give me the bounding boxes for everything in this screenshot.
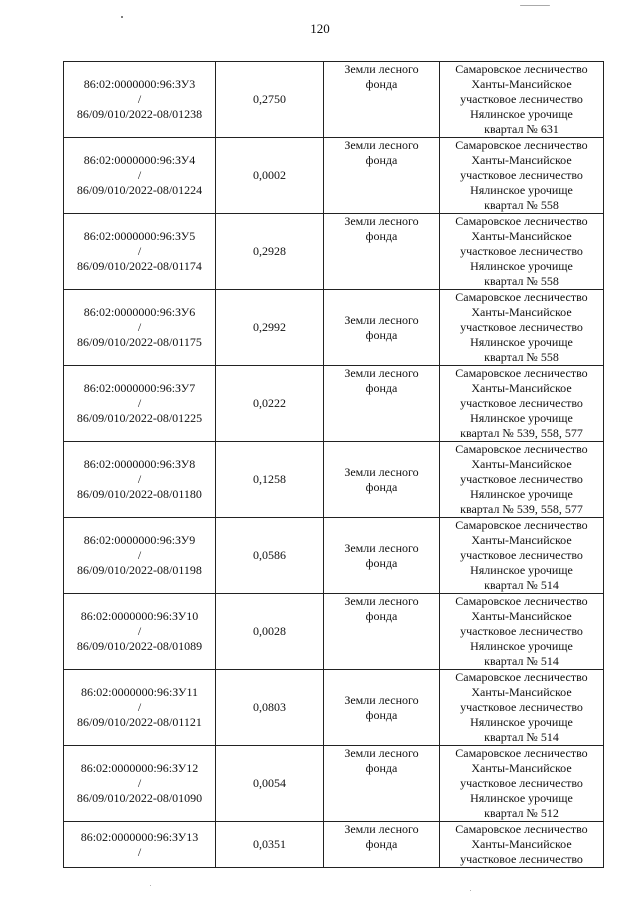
land-category-line: Земли лесного xyxy=(344,312,419,327)
location-line: Ханты-Мансийское xyxy=(471,229,572,243)
table-row xyxy=(64,594,604,670)
area-value: 0,1258 xyxy=(253,472,286,486)
location-line: квартал № 514 xyxy=(484,730,559,744)
land-category-line: фонда xyxy=(365,229,398,243)
land-category-line: Земли лесного xyxy=(344,594,419,608)
location-cell xyxy=(440,138,604,214)
land-category-line: фонда xyxy=(365,707,398,722)
location-line: Нялинское урочище xyxy=(470,259,573,273)
location-cell xyxy=(440,290,604,366)
cadastral-number-line: / xyxy=(137,844,142,859)
location-cell xyxy=(440,518,604,594)
page-number: 120 xyxy=(310,21,330,36)
area-cell xyxy=(216,594,324,670)
location-line: Самаровское лесничество xyxy=(455,594,588,608)
land-category-line: фонда xyxy=(365,327,398,342)
location-line: Нялинское урочище xyxy=(470,411,573,425)
cadastral-number-line: / xyxy=(137,168,142,182)
cadastral-number-line: / xyxy=(137,700,142,714)
cadastral-number-line: 86/09/010/2022-08/01180 xyxy=(77,487,202,501)
cadastral-number-line: 86:02:0000000:96:ЗУ4 xyxy=(83,153,196,167)
cadastral-number-line: 86:02:0000000:96:ЗУ11 xyxy=(80,685,199,699)
land-category-line: Земли лесного xyxy=(344,62,419,76)
scan-speck xyxy=(121,16,123,18)
location-line: Ханты-Мансийское xyxy=(471,837,572,851)
cadastral-number-line: 86/09/010/2022-08/01175 xyxy=(77,335,202,349)
location-line: Нялинское урочище xyxy=(470,563,573,577)
cadastral-number-line: / xyxy=(137,472,142,486)
table-row xyxy=(64,290,604,366)
location-cell xyxy=(440,62,604,138)
location-cell xyxy=(440,214,604,290)
land-category-line: Земли лесного xyxy=(344,138,419,152)
location-line: Самаровское лесничество xyxy=(455,138,588,152)
area-value: 0,0028 xyxy=(253,624,286,638)
location-line: участковое лесничество xyxy=(460,776,583,790)
location-line: Ханты-Мансийское xyxy=(471,153,572,167)
cadastral-number-cell xyxy=(64,594,216,670)
location-line: квартал № 512 xyxy=(484,806,559,820)
land-category-cell xyxy=(324,670,440,746)
location-line: Ханты-Мансийское xyxy=(471,761,572,775)
cadastral-number-cell xyxy=(64,62,216,138)
cadastral-number-cell xyxy=(64,366,216,442)
cadastral-number-line: 86/09/010/2022-08/01224 xyxy=(76,183,203,197)
location-line: Самаровское лесничество xyxy=(455,442,588,456)
location-cell xyxy=(440,366,604,442)
location-cell xyxy=(440,746,604,822)
location-line: квартал № 631 xyxy=(484,122,559,136)
location-line: Самаровское лесничество xyxy=(455,670,588,684)
location-line: участковое лесничество xyxy=(460,700,583,714)
table-row xyxy=(64,746,604,822)
location-cell xyxy=(440,594,604,670)
cadastral-number-line: 86:02:0000000:96:ЗУ5 xyxy=(83,229,196,243)
area-cell xyxy=(216,746,324,822)
location-line: Нялинское урочище xyxy=(470,715,573,729)
location-line: квартал № 558 xyxy=(484,274,559,288)
location-cell xyxy=(440,670,604,746)
land-category-line: фонда xyxy=(365,555,398,570)
location-cell xyxy=(440,442,604,518)
land-category-cell xyxy=(324,822,440,868)
land-category-cell xyxy=(324,62,440,138)
cadastral-number-line: 86:02:0000000:96:ЗУ9 xyxy=(83,533,196,547)
location-line: Ханты-Мансийское xyxy=(471,685,572,699)
cadastral-number-cell xyxy=(64,518,216,594)
cadastral-number-line: 86:02:0000000:96:ЗУ8 xyxy=(83,457,196,471)
cadastral-number-line: / xyxy=(137,92,142,106)
location-line: участковое лесничество xyxy=(460,548,583,562)
location-line: Ханты-Мансийское xyxy=(471,381,572,395)
land-category-cell xyxy=(324,442,440,518)
area-value: 0,2928 xyxy=(253,244,286,258)
location-line: Ханты-Мансийское xyxy=(471,533,572,547)
location-line: участковое лесничество xyxy=(460,320,583,334)
location-line: Нялинское урочище xyxy=(470,107,573,121)
cadastral-number-line: 86/09/010/2022-08/01121 xyxy=(77,715,202,729)
land-category-line: фонда xyxy=(365,77,398,91)
cadastral-number-line: 86/09/010/2022-08/01225 xyxy=(76,411,203,425)
cadastral-number-line: 86:02:0000000:96:ЗУ7 xyxy=(83,381,196,395)
land-category-line: фонда xyxy=(365,609,398,623)
table-row xyxy=(64,214,604,290)
location-line: Ханты-Мансийское xyxy=(471,77,572,91)
area-value: 0,0351 xyxy=(253,837,286,851)
cadastral-number-line: 86/09/010/2022-08/01090 xyxy=(76,791,203,805)
cadastral-number-cell xyxy=(64,214,216,290)
land-category-line: Земли лесного xyxy=(344,214,419,228)
location-line: Нялинское урочище xyxy=(470,639,573,653)
location-line: участковое лесничество xyxy=(460,244,583,258)
table-row xyxy=(64,442,604,518)
land-plots-table xyxy=(63,61,604,868)
land-category-cell xyxy=(324,366,440,442)
cadastral-number-cell xyxy=(64,746,216,822)
land-category-cell xyxy=(324,138,440,214)
area-cell xyxy=(216,62,324,138)
land-category-line: Земли лесного xyxy=(344,822,419,836)
area-cell xyxy=(216,822,324,868)
area-cell xyxy=(216,442,324,518)
cadastral-number-cell xyxy=(64,138,216,214)
location-line: Самаровское лесничество xyxy=(455,518,588,532)
location-line: участковое лесничество xyxy=(460,472,583,486)
location-line: участковое лесничество xyxy=(460,624,583,638)
table-row xyxy=(64,62,604,138)
area-value: 0,0803 xyxy=(253,700,286,714)
cadastral-number-cell xyxy=(64,442,216,518)
location-line: Самаровское лесничество xyxy=(455,214,588,228)
location-line: квартал № 558 xyxy=(484,198,559,212)
land-category-line: Земли лесного xyxy=(344,746,419,760)
location-cell xyxy=(440,822,604,868)
cadastral-number-line: / xyxy=(137,320,142,334)
cadastral-number-cell xyxy=(64,670,216,746)
land-category-line: Земли лесного xyxy=(344,464,419,479)
cadastral-number-line: / xyxy=(137,244,142,258)
land-category-line: Земли лесного xyxy=(344,366,419,380)
area-cell xyxy=(216,518,324,594)
location-line: квартал № 558 xyxy=(484,350,559,364)
location-line: Ханты-Мансийское xyxy=(471,609,572,623)
scan-speck xyxy=(520,5,550,6)
location-line: квартал № 514 xyxy=(484,654,559,668)
location-line: Самаровское лесничество xyxy=(455,746,588,760)
location-line: Нялинское урочище xyxy=(470,487,573,501)
location-line: участковое лесничество xyxy=(460,92,583,106)
cadastral-number-line: / xyxy=(137,396,142,410)
table-row xyxy=(64,138,604,214)
location-line: Ханты-Мансийское xyxy=(471,457,572,471)
location-line: участковое лесничество xyxy=(460,852,583,866)
land-category-line: Земли лесного xyxy=(344,540,419,555)
cadastral-number-line: 86:02:0000000:96:ЗУ12 xyxy=(80,761,199,775)
cadastral-number-line: 86:02:0000000:96:ЗУ10 xyxy=(80,609,199,623)
scan-speck xyxy=(470,890,471,891)
location-line: квартал № 539, 558, 577 xyxy=(460,502,583,516)
land-category-line: фонда xyxy=(365,153,398,167)
area-value: 0,0222 xyxy=(253,396,286,410)
table-row xyxy=(64,822,604,868)
location-line: Нялинское урочище xyxy=(470,335,573,349)
cadastral-number-line: 86:02:0000000:96:ЗУ13 xyxy=(80,829,199,844)
area-cell xyxy=(216,290,324,366)
cadastral-number-line: / xyxy=(137,624,142,638)
cadastral-number-cell xyxy=(64,290,216,366)
land-category-line: фонда xyxy=(365,381,398,395)
land-category-line: фонда xyxy=(365,761,398,775)
table-row xyxy=(64,670,604,746)
area-value: 0,2992 xyxy=(253,320,286,334)
area-value: 0,0586 xyxy=(253,548,286,562)
location-line: квартал № 539, 558, 577 xyxy=(460,426,583,440)
location-line: участковое лесничество xyxy=(460,396,583,410)
cadastral-number-line: 86:02:0000000:96:ЗУ3 xyxy=(83,77,196,91)
land-category-cell xyxy=(324,518,440,594)
cadastral-number-cell xyxy=(64,822,216,868)
area-value: 0,0054 xyxy=(253,776,286,790)
location-line: Самаровское лесничество xyxy=(455,822,588,836)
cadastral-number-line: / xyxy=(137,776,142,790)
area-cell xyxy=(216,366,324,442)
cadastral-number-line: 86/09/010/2022-08/01089 xyxy=(76,639,203,653)
cadastral-number-line: 86/09/010/2022-08/01238 xyxy=(76,107,203,121)
area-cell xyxy=(216,670,324,746)
area-cell xyxy=(216,214,324,290)
cadastral-number-line: 86/09/010/2022-08/01174 xyxy=(77,259,202,273)
location-line: Самаровское лесничество xyxy=(455,62,588,76)
land-category-cell xyxy=(324,594,440,670)
cadastral-number-line: / xyxy=(137,548,142,562)
area-cell xyxy=(216,138,324,214)
area-value: 0,0002 xyxy=(253,168,286,182)
cadastral-number-line: 86/09/010/2022-08/01198 xyxy=(77,563,202,577)
location-line: квартал № 514 xyxy=(484,578,559,592)
cadastral-number-line: 86:02:0000000:96:ЗУ6 xyxy=(83,305,196,319)
table-body xyxy=(64,62,604,868)
location-line: Нялинское урочище xyxy=(470,183,573,197)
land-category-line: фонда xyxy=(365,837,398,851)
table-row xyxy=(64,366,604,442)
location-line: участковое лесничество xyxy=(460,168,583,182)
location-line: Ханты-Мансийское xyxy=(471,305,572,319)
area-value: 0,2750 xyxy=(253,92,286,106)
land-category-cell xyxy=(324,290,440,366)
table-row xyxy=(64,518,604,594)
land-category-line: Земли лесного xyxy=(344,692,419,707)
scan-speck xyxy=(150,885,151,886)
location-line: Самаровское лесничество xyxy=(455,366,588,380)
land-category-cell xyxy=(324,746,440,822)
land-category-line: фонда xyxy=(365,479,398,494)
location-line: Самаровское лесничество xyxy=(455,290,588,304)
location-line: Нялинское урочище xyxy=(470,791,573,805)
land-category-cell xyxy=(324,214,440,290)
